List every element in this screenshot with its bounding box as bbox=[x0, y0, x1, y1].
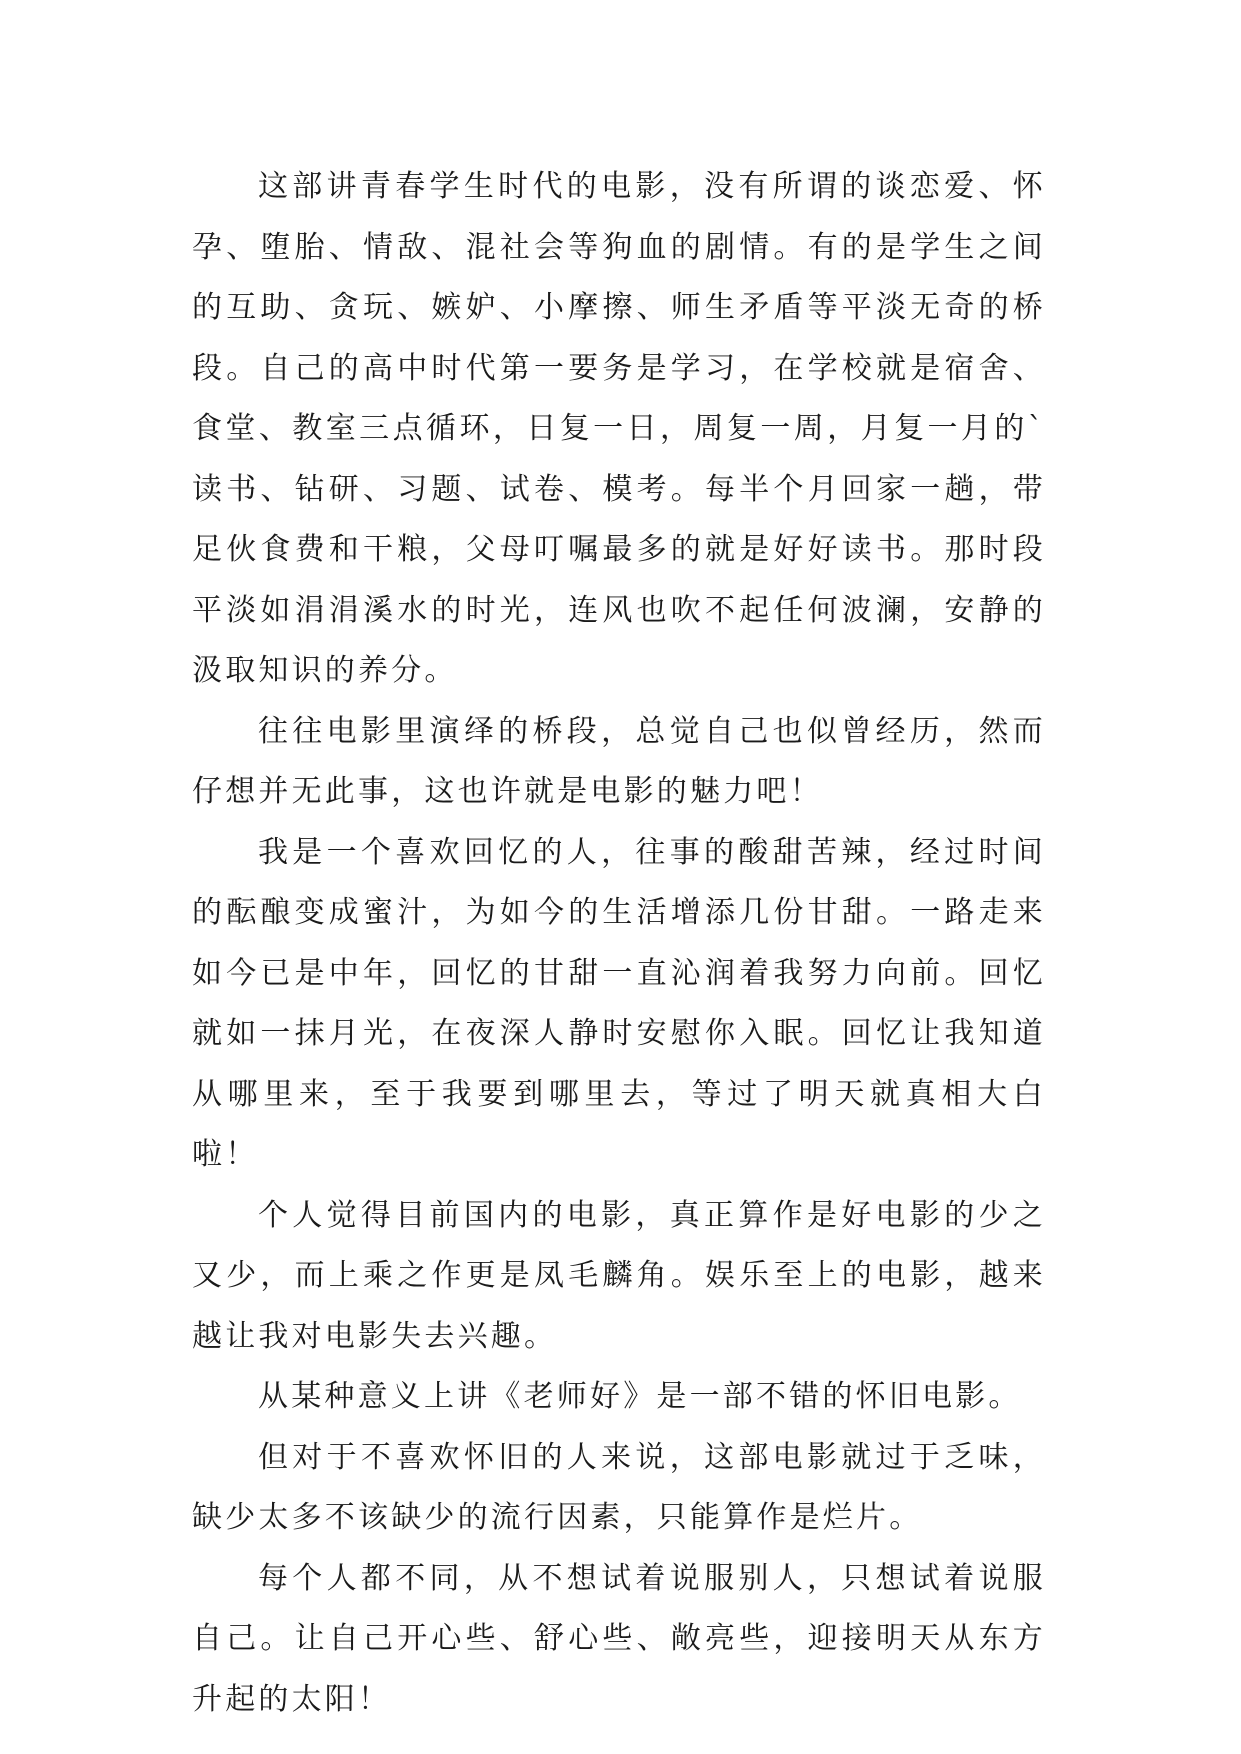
paragraph: 但对于不喜欢怀旧的人来说，这部电影就过于乏味，缺少太多不该缺少的流行因素，只能算作是烂片。 bbox=[192, 1439, 1046, 1535]
paragraph: 往往电影里演绎的桥段，总觉自己也似曾经历，然而仔想并无此事，这也许就是电影的魅力吧！ bbox=[192, 713, 1046, 809]
paragraph: 从某种意义上讲《老师好》是一部不错的怀旧电影。 bbox=[258, 1379, 1022, 1414]
paragraph: 我是一个喜欢回忆的人，往事的酸甜苦辣，经过时间的酝酿变成蜜汁，为如今的生活增添几份甘甜。一路走来如今已是中年，回忆的甘甜一直沁润着我努力向前。回忆就如一抹月光，在夜深人静时安慰你入眠。回忆让我知道从哪里来，至于我要到哪里去，等过了明天就真相大白啦！ bbox=[192, 834, 1046, 1172]
document-body bbox=[192, 157, 1046, 1730]
paragraph: 每个人都不同，从不想试着说服别人，只想试着说服自己。让自己开心些、舒心些、敞亮些，迎接明天从东方升起的太阳！ bbox=[192, 1560, 1046, 1717]
paragraph: 这部讲青春学生时代的电影，没有所谓的谈恋爱、怀孕、堕胎、情敌、混社会等狗血的剧情。有的是学生之间的互助、贪玩、嫉妒、小摩擦、师生矛盾等平淡无奇的桥段。自己的高中时代第一要务是学习，在学校就是宿舍、食堂、教室三点循环，日复一日，周复一周，月复一月的`读书、钻研、习题、试卷、模考。每半个月回家一趟，带足伙食费和干粮，父母叮嘱最多的就是好好读书。那时段平淡如涓涓溪水的时光，连风也吹不起任何波澜，安静的汲取知识的养分。 bbox=[192, 169, 1046, 688]
paragraph: 个人觉得目前国内的电影，真正算作是好电影的少之又少，而上乘之作更是凤毛麟角。娱乐至上的电影，越来越让我对电影失去兴趣。 bbox=[192, 1197, 1046, 1354]
